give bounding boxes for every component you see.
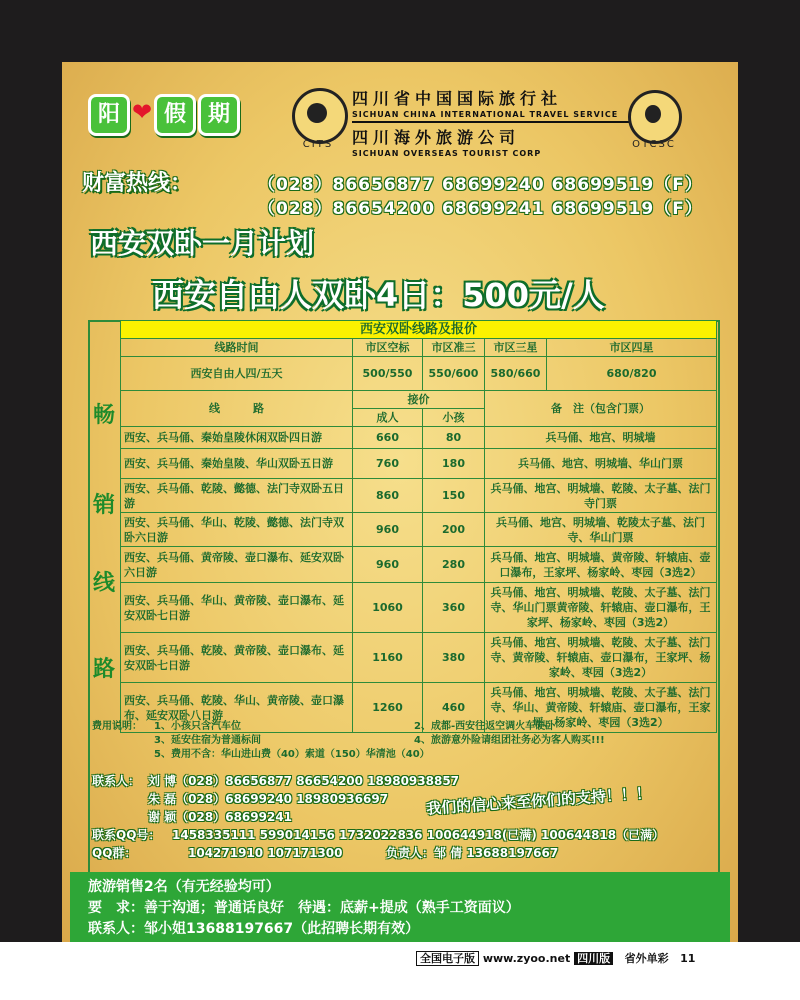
route-note: 兵马俑、地宫、明城墙、乾陵、太子墓、法门寺门票 xyxy=(485,479,717,513)
note-header: 备 注（包含门票） xyxy=(485,391,717,427)
adult-price: 960 xyxy=(353,547,423,583)
recruit-requirements: 要 求：善于沟通；普通话良好 待遇：底薪+提成（熟手工资面议） xyxy=(88,900,520,916)
table-row xyxy=(121,479,717,513)
hotel-price-cell: 680/820 xyxy=(547,357,717,391)
adult-header: 成人 xyxy=(353,409,423,427)
route-name: 西安、兵马俑、乾陵、黄帝陵、壶口瀑布、延安双卧七日游 xyxy=(121,633,353,683)
recruitment-banner xyxy=(70,872,730,942)
otcsc-label: OTCSC xyxy=(632,139,676,150)
holiday-logo-char: 假 xyxy=(154,94,196,136)
route-header: 线 路 xyxy=(121,391,353,427)
route-note: 兵马俑、地宫、明城墙、乾陵、太子墓、法门寺、华山、黄帝陵、轩辕庙、壶口瀑布，王家坪、杨家岭、枣园（3选2） xyxy=(485,683,717,733)
fee-item: 4、旅游意外险请组团社务必为客人购买!!! xyxy=(414,735,605,746)
site-url: www.zyoo.net xyxy=(482,952,571,965)
adult-price: 960 xyxy=(353,513,423,547)
company-name-en-1: SICHUAN CHINA INTERNATIONAL TRAVEL SERVICE xyxy=(352,110,619,119)
route-note: 兵马俑、地宫、明城墙、乾陵太子墓、法门寺、华山门票 xyxy=(485,513,717,547)
hotel-header-cell: 市区三星 xyxy=(485,339,547,357)
route-note: 兵马俑、地宫、明城墙、乾陵、太子墓、法门寺、黄帝陵、轩辕庙、壶口瀑布，王家坪、杨家岭、枣园（3选2） xyxy=(485,633,717,683)
hotline-numbers-1: （028）86656877 68699240 68699519（F） xyxy=(258,175,703,195)
price-header: 接价 xyxy=(353,391,485,409)
company-name-cn-1: 四川省中国国际旅行社 xyxy=(352,89,563,108)
table-row xyxy=(121,513,717,547)
route-name: 西安、兵马俑、华山、乾陵、懿德、法门寺双卧六日游 xyxy=(121,513,353,547)
child-header: 小孩 xyxy=(423,409,485,427)
popular-routes-label xyxy=(88,322,120,722)
hotel-header-cell: 市区空标 xyxy=(353,339,423,357)
hotline-numbers-2: （028）86654200 68699241 68699519（F） xyxy=(258,199,703,219)
company-name-cn-2: 四川海外旅游公司 xyxy=(352,128,521,147)
hotel-price-cell: 580/660 xyxy=(485,357,547,391)
route-note: 兵马俑、地宫、明城墙、黄帝陵、轩辕庙、壶口瀑布，王家坪、杨家岭、枣园（3选2） xyxy=(485,547,717,583)
route-header-row xyxy=(121,391,717,409)
child-price: 360 xyxy=(423,583,485,633)
route-name: 西安、兵马俑、秦始皇陵、华山双卧五日游 xyxy=(121,449,353,479)
adult-price: 660 xyxy=(353,427,423,449)
section-label: 省外单彩 xyxy=(624,952,669,965)
hotel-price-row xyxy=(121,357,717,391)
child-price: 280 xyxy=(423,547,485,583)
region-label: 四川版 xyxy=(574,952,613,965)
child-price: 80 xyxy=(423,427,485,449)
qq-label: 联系QQ号： xyxy=(92,828,161,842)
edition-label: 全国电子版 xyxy=(416,951,479,966)
page-footer xyxy=(416,950,695,966)
route-note: 兵马俑、地宫、明城墙、乾陵、太子墓、法门寺、华山门票黄帝陵、轩辕庙、壶口瀑布，王家坪、杨家岭、枣园（3选2） xyxy=(485,583,717,633)
route-name: 西安、兵马俑、乾陵、懿德、法门寺双卧五日游 xyxy=(121,479,353,513)
hotel-price-cell: 500/550 xyxy=(353,357,423,391)
holiday-logo-char: 阳 xyxy=(88,94,130,136)
route-name: 西安、兵马俑、秦始皇陵休闲双卧四日游 xyxy=(121,427,353,449)
contact-zhu: 朱 磊（028）68699240 18980936697 xyxy=(148,792,389,806)
route-note: 兵马俑、地宫、明城墙、华山门票 xyxy=(485,449,717,479)
recruit-position: 旅游销售2名（有无经验均可） xyxy=(88,879,280,895)
adult-price: 760 xyxy=(353,449,423,479)
price-table xyxy=(120,320,717,733)
fee-label: 费用说明： xyxy=(92,721,142,732)
hotel-header-cell: 线路时间 xyxy=(121,339,353,357)
qq-numbers: 1458335111 599014156 1732022836 100644918(已满) 100644818（已满） xyxy=(172,828,665,842)
contact-label: 联系人： xyxy=(92,774,141,788)
cits-emblem-icon xyxy=(292,88,348,144)
hotel-header-row xyxy=(121,339,717,357)
page-number: 11 xyxy=(680,952,696,965)
child-price: 200 xyxy=(423,513,485,547)
table-row xyxy=(121,427,717,449)
otcsc-panda-emblem-icon xyxy=(628,90,682,144)
adult-price: 860 xyxy=(353,479,423,513)
table-title: 西安双卧线路及报价 xyxy=(121,321,717,339)
child-price: 150 xyxy=(423,479,485,513)
travel-flyer xyxy=(62,62,738,942)
heart-icon: ❤ xyxy=(132,98,153,126)
manager-contact: 负责人：邹 倩 13688197667 xyxy=(386,846,559,860)
fee-item: 3、延安住宿为普通标间 xyxy=(154,735,261,746)
fee-notes xyxy=(92,720,712,762)
table-row xyxy=(121,633,717,683)
table-title-row xyxy=(121,321,717,339)
route-name: 西安、兵马俑、华山、黄帝陵、壶口瀑布、延安双卧七日游 xyxy=(121,583,353,633)
qq-group-numbers: 104271910 107171300 xyxy=(188,846,343,860)
contact-liu: 刘 博（028）86656877 86654200 18980938857 xyxy=(148,774,460,788)
hotline-label: 财富热线： xyxy=(82,171,193,196)
cits-label: CITS xyxy=(302,139,334,150)
child-price: 180 xyxy=(423,449,485,479)
divider xyxy=(352,121,632,123)
fee-item: 2、成都-西安往返空调火车硬卧 xyxy=(414,721,556,732)
side-char: 线 xyxy=(92,571,115,596)
company-name-en-2: SICHUAN OVERSEAS TOURIST CORP xyxy=(352,149,542,158)
route-name: 西安、兵马俑、乾陵、华山、黄帝陵、壶口瀑布、延安双卧八日游 xyxy=(121,683,353,733)
hotel-price-cell: 西安自由人四/五天 xyxy=(121,357,353,391)
fee-item: 5、费用不含：华山进山费（40）索道（150）华清池（40） xyxy=(154,749,430,760)
adult-price: 1260 xyxy=(353,683,423,733)
side-char: 销 xyxy=(92,493,115,518)
adult-price: 1060 xyxy=(353,583,423,633)
table-row xyxy=(121,547,717,583)
table-row xyxy=(121,583,717,633)
hotel-header-cell: 市区四星 xyxy=(547,339,717,357)
side-char: 畅 xyxy=(92,403,115,428)
recruit-contact: 联系人：邹小姐13688197667（此招聘长期有效） xyxy=(88,921,420,937)
holiday-logo xyxy=(88,90,238,140)
hotel-header-cell: 市区准三 xyxy=(423,339,485,357)
side-char: 路 xyxy=(92,657,115,682)
table-row xyxy=(121,449,717,479)
route-name: 西安、兵马俑、黄帝陵、壶口瀑布、延安双卧六日游 xyxy=(121,547,353,583)
offer-title: 西安自由人双卧4日：500元/人 xyxy=(152,276,605,314)
slogan: 我们的信心来至你们的支持！！！ xyxy=(425,784,652,818)
child-price: 460 xyxy=(423,683,485,733)
contact-xie: 谢 颖（028）68699241 xyxy=(148,810,293,824)
child-price: 380 xyxy=(423,633,485,683)
company-names xyxy=(352,86,632,160)
qq-group-label: QQ群： xyxy=(92,846,137,860)
holiday-logo-char: 期 xyxy=(198,94,240,136)
fee-item: 1、小孩只含汽车位 xyxy=(154,721,241,732)
plan-title: 西安双卧一月计划 xyxy=(90,227,315,260)
hotel-price-cell: 550/600 xyxy=(423,357,485,391)
route-note: 兵马俑、地宫、明城墙 xyxy=(485,427,717,449)
adult-price: 1160 xyxy=(353,633,423,683)
